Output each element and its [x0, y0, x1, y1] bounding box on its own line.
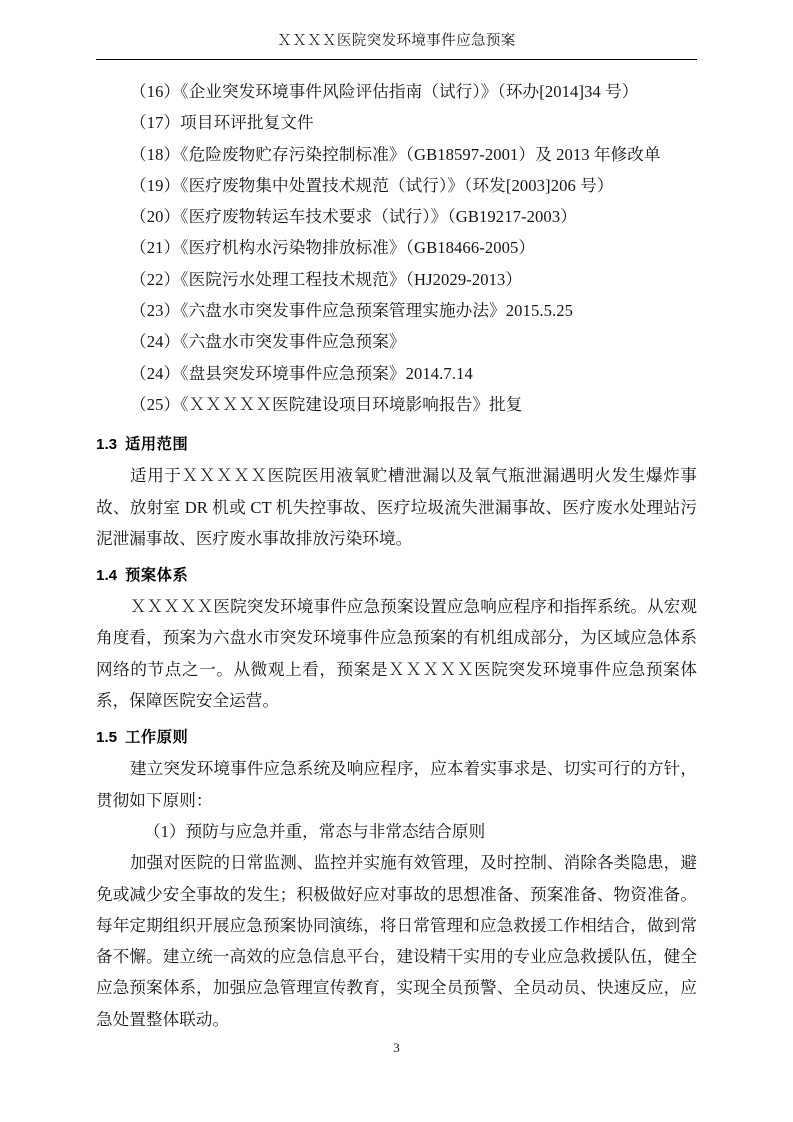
section-number: 1.4	[96, 567, 118, 585]
page-number: 3	[393, 1040, 400, 1055]
section-number: 1.5	[96, 729, 118, 747]
list-item: （19）《医疗废物集中处置技术规范（试行）》（环发[2003]206 号）	[130, 175, 614, 195]
running-header: ＸＸＸＸ医院突发环境事件应急预案	[277, 33, 516, 49]
section-title: 适用范围	[125, 436, 189, 454]
list-item: （18）《危险废物贮存污染控制标准》（GB18597-2001）及 2013 年修改单	[130, 144, 661, 164]
section-heading-1-5	[96, 723, 697, 753]
list-item: （22）《医院污水处理工程技术规范》（HJ2029-2013）	[130, 269, 523, 289]
list-item: （24）《盘县突发环境事件应急预案》2014.7.14	[130, 363, 473, 383]
list-item: （17）项目环评批复文件	[130, 113, 314, 133]
paragraph: 建立突发环境事件应急系统及响应程序，应本着实事求是、切实可行的方针，贯彻如下原则：	[96, 759, 697, 810]
list-item: （25）《ＸＸＸＸＸ医院建设项目环境影响报告》批复	[130, 394, 523, 414]
list-item: （20）《医疗废物转运车技术要求（试行）》（GB19217-2003）	[130, 207, 577, 227]
paragraph: 加强对医院的日常监测、监控并实施有效管理，及时控制、消除各类隐患，避免或减少安全事故的发生；积极做好应对事故的思想准备、预案准备、物资准备。每年定期组织开展应急预案协同演练，将日常管理和应急救援工作相结合，做到常备不懈。建立统一高效的应急信息平台，建设精干实用的专业应急救援队伍，健全应急预案体系，加强应急管理宣传教育，实现全员预警、全员动员、快速反应，应急处置整体联动。	[96, 853, 697, 1029]
list-item: （21）《医疗机构水污染物排放标准》（GB18466-2005）	[130, 238, 536, 258]
paragraph-principle-1: （1）预防与应急并重，常态与非常态结合原则	[144, 821, 486, 841]
paragraph: ＸＸＸＸＸ医院突发环境事件应急预案设置应急响应程序和指挥系统。从宏观角度看，预案为六盘水市突发环境事件应急预案的有机组成部分，为区域应急体系网络的节点之一。从微观上看，预案是ＸＸＸＸＸ医院突发环境事件应急预案体系，保障医院安全运营。	[96, 597, 697, 711]
header-divider	[96, 59, 697, 60]
section-title: 预案体系	[125, 567, 189, 585]
paragraph: 适用于ＸＸＸＸＸ医院医用液氧贮槽泄漏以及氧气瓶泄漏遇明火发生爆炸事故、放射室 DR 机或 CT 机失控事故、医疗垃圾流失泄漏事故、医疗废水处理站污泥泄漏事故、医疗废水事故排放污染环境。	[96, 466, 697, 548]
reference-list	[96, 76, 697, 420]
section-heading-1-4	[96, 561, 697, 591]
spacer	[96, 420, 697, 423]
section-number: 1.3	[96, 436, 118, 454]
section-heading-1-3	[96, 430, 697, 460]
list-item: （23）《六盘水市突发事件应急预案管理实施办法》2015.5.25	[130, 301, 574, 321]
section-title: 工作原则	[125, 729, 189, 747]
list-item: （16）《企业突发环境事件风险评估指南（试行）》（环办[2014]34 号）	[130, 82, 639, 101]
page-body	[96, 76, 697, 1035]
list-item: （24）《六盘水市突发事件应急预案》	[130, 332, 406, 352]
